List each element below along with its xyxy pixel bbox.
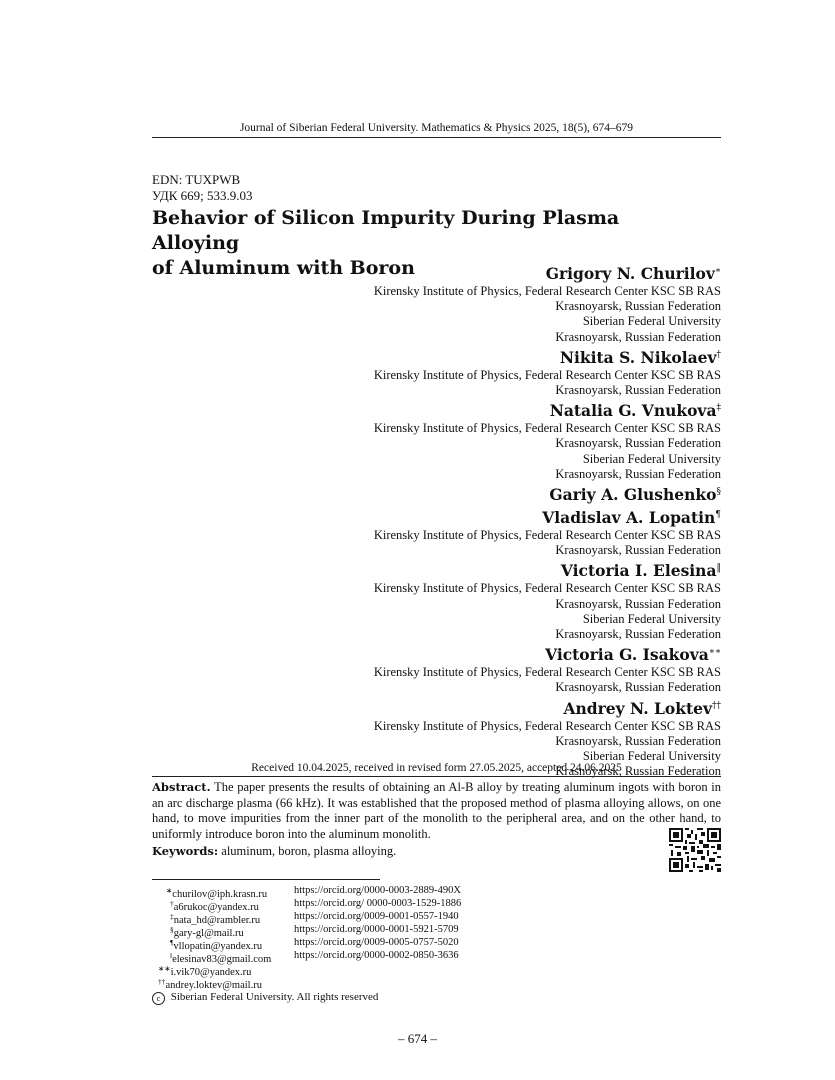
- author-affiliation: Kirensky Institute of Physics, Federal Research Center KSC SB RAS: [373, 528, 721, 543]
- author-affiliation: Siberian Federal University: [582, 611, 721, 626]
- title-line-2: of Aluminum with Boron: [152, 257, 415, 279]
- author-block: [241, 398, 721, 482]
- footnote-mark: †: [170, 899, 174, 908]
- keywords: [152, 844, 396, 859]
- author-name-text: Nikita S. Nikolaev: [559, 347, 717, 367]
- author-affiliation: Kirensky Institute of Physics, Federal Research Center KSC SB RAS: [373, 421, 721, 436]
- footnote-mark: ∗∗: [158, 964, 171, 973]
- footnote-email-text[interactable]: i.vik70@yandex.ru: [170, 967, 252, 978]
- author-footnote-mark: ∗: [714, 266, 721, 276]
- footnote-mark: ∗: [166, 886, 173, 895]
- footnote-mark: ‡: [170, 912, 174, 921]
- author-affiliation: Krasnoyarsk, Russian Federation: [555, 383, 721, 398]
- author-affiliation: Kirensky Institute of Physics, Federal Research Center KSC SB RAS: [373, 581, 721, 596]
- author-affiliation: Krasnoyarsk, Russian Federation: [555, 764, 721, 779]
- abstract: [152, 780, 721, 842]
- author-name: [241, 505, 721, 528]
- author-footnote-mark: ¶: [715, 510, 721, 521]
- author-name: [241, 696, 721, 719]
- qr-code-icon[interactable]: [669, 828, 721, 872]
- author-name: [241, 482, 721, 505]
- author-name-text: Gariy A. Glushenko: [549, 485, 717, 505]
- author-name-text: Victoria G. Isakova: [545, 645, 709, 665]
- author-affiliation: Krasnoyarsk, Russian Federation: [555, 329, 721, 344]
- footnote-email-text[interactable]: churilov@iph.krasn.ru: [172, 889, 268, 900]
- footnote-orcid-link[interactable]: https://orcid.org/0000-0001-5921-5709: [294, 924, 459, 935]
- keywords-label: Keywords:: [152, 844, 219, 858]
- footnote-email-text[interactable]: a6rukoc@yandex.ru: [173, 902, 259, 913]
- footnote-email-text[interactable]: andrey.loktev@mail.ru: [165, 980, 262, 991]
- author-block: [241, 482, 721, 505]
- author-affiliation: Krasnoyarsk, Russian Federation: [555, 627, 721, 642]
- footnote-email-text[interactable]: vllopatin@yandex.ru: [173, 941, 263, 952]
- author-affiliation: Krasnoyarsk, Russian Federation: [555, 299, 721, 314]
- author-footnote-mark: †: [716, 349, 721, 360]
- author-block: [241, 558, 721, 642]
- author-affiliation: Krasnoyarsk, Russian Federation: [555, 436, 721, 451]
- keywords-text: aluminum, boron, plasma alloying.: [221, 844, 397, 858]
- udk-code: УДК 669; 533.9.03: [152, 188, 253, 203]
- copyright-text: Siberian Federal University. All rights reserved: [170, 991, 379, 1003]
- footnote-email-text[interactable]: gary-gl@mail.ru: [173, 928, 244, 939]
- author-name-text: Grigory N. Churilov: [545, 264, 715, 283]
- author-affiliation: Kirensky Institute of Physics, Federal Research Center KSC SB RAS: [373, 284, 721, 298]
- footnote-mark: §: [170, 925, 174, 934]
- author-name-text: Victoria I. Elesina: [560, 561, 717, 581]
- author-affiliation: Siberian Federal University: [582, 314, 721, 329]
- author-footnote-mark: ††: [712, 700, 721, 711]
- footnote-orcid-link[interactable]: https://orcid.org/0009-0001-0557-1940: [294, 911, 459, 922]
- author-name: [241, 558, 721, 581]
- footnote-orcid-link[interactable]: https://orcid.org/0000-0003-2889-490X: [294, 885, 461, 896]
- abstract-label: Abstract.: [152, 780, 211, 794]
- author-block: [241, 505, 721, 558]
- footnote-orcid-link[interactable]: https://orcid.org/0000-0002-0850-3636: [294, 950, 459, 961]
- author-name-text: Vladislav A. Lopatin: [542, 508, 716, 528]
- author-list: [241, 261, 721, 779]
- received-dates: Received 10.04.2025, received in revised form 27.05.2025, accepted 24.06.2025: [251, 762, 622, 774]
- footnote-mark: ¶: [170, 938, 174, 947]
- author-affiliation: Kirensky Institute of Physics, Federal Research Center KSC SB RAS: [373, 718, 721, 733]
- author-affiliation: Krasnoyarsk, Russian Federation: [555, 596, 721, 611]
- header-rule: [152, 137, 721, 138]
- author-footnote-mark: ‖: [716, 563, 721, 574]
- author-affiliation: Kirensky Institute of Physics, Federal Research Center KSC SB RAS: [373, 367, 721, 382]
- author-block: [241, 261, 721, 345]
- author-name-text: Natalia G. Vnukova: [549, 401, 717, 421]
- title-line-1: Behavior of Silicon Impurity During Plasma Alloying: [152, 207, 620, 254]
- author-footnote-mark: §: [716, 487, 721, 498]
- author-affiliation: Krasnoyarsk, Russian Federation: [555, 733, 721, 748]
- author-affiliation: Krasnoyarsk, Russian Federation: [555, 466, 721, 481]
- footnote-rule: [152, 879, 380, 880]
- copyright: [152, 991, 378, 1005]
- footnote-mark: ††: [158, 977, 166, 986]
- author-name: [241, 398, 721, 421]
- footnote-orcid-link[interactable]: https://orcid.org/0009-0005-0757-5020: [294, 937, 459, 948]
- copyright-icon: c: [152, 992, 165, 1005]
- author-name-text: Andrey N. Loktev: [563, 698, 712, 718]
- author-block: [241, 642, 721, 695]
- footnote-mark: ‖: [170, 951, 173, 960]
- footnote-email-text[interactable]: elesinav83@gmail.com: [172, 954, 272, 965]
- author-affiliation: Kirensky Institute of Physics, Federal Research Center KSC SB RAS: [373, 665, 721, 680]
- author-name: [241, 261, 721, 284]
- author-affiliation: Siberian Federal University: [582, 451, 721, 466]
- author-affiliation: Krasnoyarsk, Russian Federation: [555, 680, 721, 695]
- author-name: [241, 642, 721, 665]
- abstract-text: The paper presents the results of obtaining an Al-B alloy by treating aluminum ingots with boron in an arc discharge plasma (66 kHz). It was established that the proposed method of plasma alloying allows, on one hand, to move impurities from the inner part of the monolith to the peripheral area, and on the other hand, to uniformly introduce boron into the aluminum monolith.: [152, 780, 722, 841]
- page-number: – 674 –: [398, 1031, 437, 1046]
- footnote-email[interactable]: [152, 975, 298, 992]
- footnote-orcid-link[interactable]: https://orcid.org/ 0000-0003-1529-1886: [294, 898, 462, 909]
- author-footnote-mark: ‡: [716, 403, 721, 414]
- author-affiliation: Siberian Federal University: [582, 749, 721, 764]
- author-affiliation: Krasnoyarsk, Russian Federation: [555, 543, 721, 558]
- author-footnote-mark: ∗∗: [708, 647, 721, 658]
- edn-code: EDN: TUXPWB: [152, 172, 241, 187]
- received-rule: [152, 776, 721, 777]
- author-block: [241, 345, 721, 398]
- author-name: [241, 345, 721, 368]
- footnote-email-text[interactable]: nata_hd@rambler.ru: [173, 915, 261, 926]
- running-head: Journal of Siberian Federal University. Mathematics & Physics 2025, 18(5), 674–679: [239, 122, 634, 134]
